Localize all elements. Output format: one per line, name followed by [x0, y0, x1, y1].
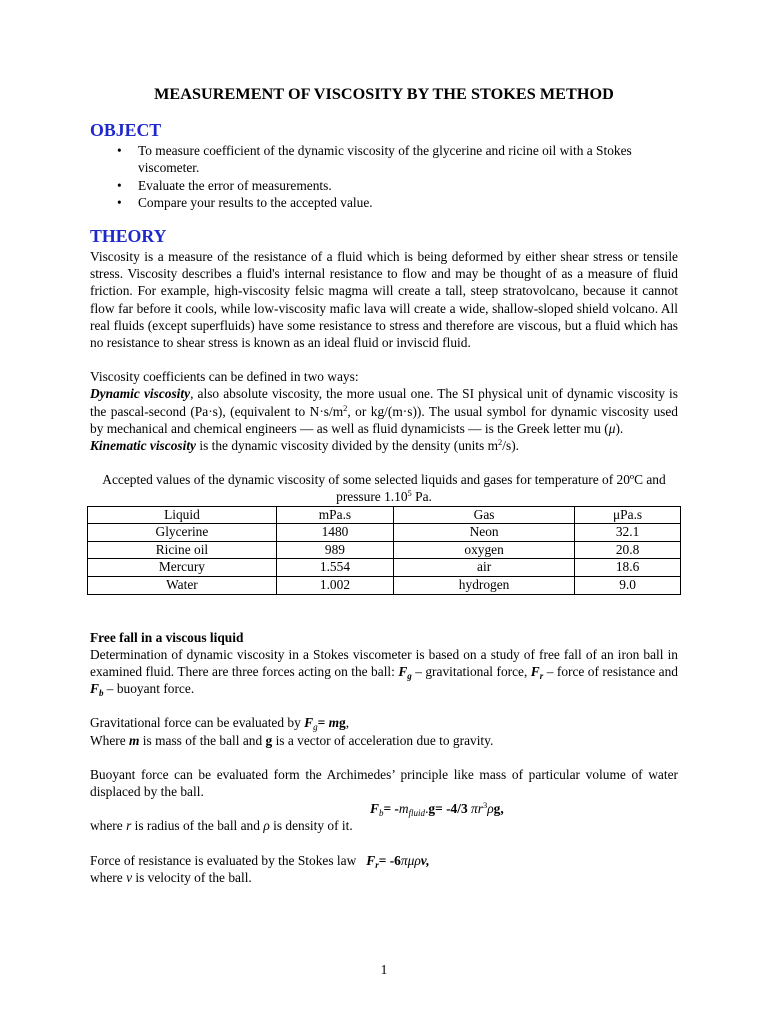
dynamic-viscosity-paragraph: Dynamic viscosity, also absolute viscosity, the more usual one. The SI physical unit of dynamic viscosity is the pascal-second (Pa·s), (equivalent to $N\cdot s/m^2$, or kg/(m·s)). The usual symbol for dynamic viscosity used by mechanical and chemical engineers — as well as fluid dynamicists — is the Greek letter mu (μ). [90, 386, 678, 436]
table-cell: Neon [394, 524, 575, 542]
table-cell: air [394, 559, 575, 577]
table-cell: 32.1 [575, 524, 681, 542]
theory-paragraph: Viscosity is a measure of the resistance of a fluid which is being deformed by either shear stress or tensile stress. Viscosity describes a fluid's internal resistance to flow and may be thought of as a measure of fluid friction. For example, high-viscosity felsic magma will create a tall, steep stratovolcano, because it cannot flow far before it cools, while low-viscosity mafic lava will create a wide, shallow-sloped shield volcano. All real fluids (except superfluids) have some resistance to stress and therefore are viscous, but a fluid which has no resistance to shear stress is known as an ideal fluid or inviscid fluid. [90, 249, 678, 351]
table-row [88, 577, 681, 595]
table-cell: 20.8 [575, 541, 681, 559]
list-item: • Compare your results to the accepted value. [90, 194, 678, 211]
table-header: μPa.s [575, 506, 681, 524]
viscosity-table [87, 506, 681, 595]
kinematic-viscosity-paragraph: Kinematic viscosity is the dynamic viscosity divided by the density (units $m^2/s$). [90, 437, 520, 454]
table-caption: Accepted values of the dynamic viscosity of some selected liquids and gases for temperature of 20ºC and pressure 1.10$^5$ Pa. [102, 472, 666, 505]
table-cell: Glycerine [88, 524, 277, 542]
freefall-heading: Free fall in a viscous liquid [90, 629, 244, 645]
table-cell: 18.6 [575, 559, 681, 577]
table-row [88, 524, 681, 542]
gravitational-force-line: Gravitational force can be evaluated by $F_g=$ mg, [90, 715, 350, 733]
table-cell: hydrogen [394, 577, 575, 595]
table-row [88, 541, 681, 559]
mass-definition-line: Where m is mass of the ball and g is a vector of acceleration due to gravity. [90, 732, 494, 748]
page-number: 1 [380, 962, 388, 977]
buoyant-force-paragraph: Buoyant force can be evaluated form the Archimedes’ principle like mass of particular volume of water displaced by the ball. [90, 766, 678, 800]
kinematic-viscosity-term: Kinematic viscosity [90, 438, 196, 454]
page-title: MEASUREMENT OF VISCOSITY BY THE STOKES METHOD [154, 85, 614, 103]
table-cell: 1.002 [276, 577, 393, 595]
page-content [90, 86, 678, 886]
table-cell: 989 [276, 541, 393, 559]
table-row [88, 559, 681, 577]
definition-intro: Viscosity coefficients can be defined in two ways: [90, 369, 359, 385]
table-cell: Mercury [88, 559, 277, 577]
freefall-paragraph: Determination of dynamic viscosity in a Stokes viscometer is based on a study of free fall of an iron ball in examined fluid. There are three forces acting on the ball: $F_g$ – gravitational force, $F_r$ – force of resistance and $F_b$ – buoyant force. [90, 646, 679, 699]
dynamic-viscosity-term: Dynamic viscosity [90, 386, 191, 402]
velocity-definition-line: where v is velocity of the ball. [90, 869, 252, 885]
buoyant-force-formula: $F_b= -m_{fluid}.g= -4/3$ $\pi r^3\rho g$, [370, 800, 504, 819]
table-cell: 9.0 [575, 577, 681, 595]
radius-definition-line: where r is radius of the ball and ρ is density of it. [90, 818, 353, 834]
table-header: mPa.s [276, 506, 393, 524]
object-heading: OBJECT [90, 120, 162, 141]
table-cell: Ricine oil [88, 541, 277, 559]
resistance-force-line: Force of resistance is evaluated by the Stokes law $F_r= -6\pi\mu\rho v$, [90, 852, 430, 870]
list-item: • Evaluate the error of measurements. [90, 177, 678, 194]
table-cell: 1.554 [276, 559, 393, 577]
theory-heading: THEORY [90, 226, 167, 247]
object-list [90, 142, 678, 211]
table-header: Liquid [88, 506, 277, 524]
table-cell: Water [88, 577, 277, 595]
table-header: Gas [394, 506, 575, 524]
table-cell: 1480 [276, 524, 393, 542]
table-cell: oxygen [394, 541, 575, 559]
table-header-row [88, 506, 681, 524]
list-item: • To measure coefficient of the dynamic viscosity of the glycerine and ricine oil with a Stokes viscometer. [90, 142, 678, 176]
